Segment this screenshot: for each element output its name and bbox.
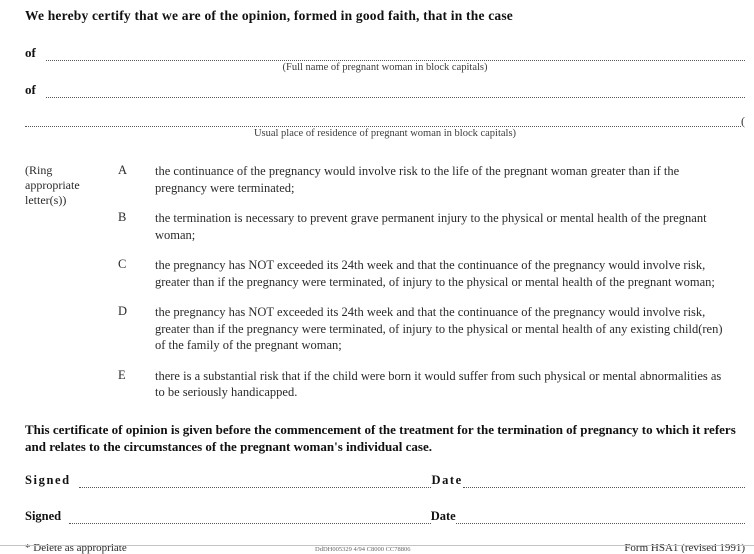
clause-c-text: the pregnancy has NOT exceeded its 24th week and that the continuance of the pregnancy would involve risk, greater than if the pregnancy were terminated, of injury to the physical or mental health of the pregnant woman; <box>155 258 715 289</box>
clause-c <box>118 257 745 290</box>
signature-fill-line[interactable] <box>69 509 431 524</box>
residence-field-caption: Usual place of residence of pregnant woman in block capitals) <box>253 128 517 139</box>
signed-label: Signed <box>25 508 62 523</box>
residence-fill-line[interactable] <box>25 112 741 127</box>
clause-c-letter[interactable]: C <box>118 257 127 271</box>
ring-note-line: appropriate <box>25 178 80 192</box>
clause-e <box>118 368 745 401</box>
clause-b-letter[interactable]: B <box>118 210 127 224</box>
ring-note-line: (Ring <box>25 163 53 177</box>
signature-fill-line[interactable] <box>79 473 432 488</box>
print-code: DdDH005329 4/94 C8000 CC78806 <box>315 545 411 553</box>
ring-note-line: letter(s)) <box>25 193 67 207</box>
date-fill-line[interactable] <box>463 473 745 488</box>
name-field-row <box>25 45 745 61</box>
clauses-section <box>25 163 745 401</box>
clause-d-letter[interactable]: D <box>118 304 128 318</box>
name-field-label: of <box>25 45 36 60</box>
clause-b <box>118 210 745 243</box>
name-field-caption: (Full name of pregnant woman in block capitals) <box>282 62 488 73</box>
residence-field-row <box>25 112 745 127</box>
signature-row-2 <box>25 509 745 524</box>
date-fill-line[interactable] <box>456 509 745 524</box>
signed-label: Signed <box>25 472 71 487</box>
signature-row-1 <box>25 473 745 488</box>
date-label: Date <box>431 472 463 487</box>
clause-e-letter[interactable]: E <box>118 367 126 382</box>
clause-e-text: there is a substantial risk that if the child were born it would suffer from such physical or mental abnormalities as to be seriously handicapped. <box>155 368 722 399</box>
residence-paren-suffix: ( <box>741 114 745 128</box>
closing-statement: This certificate of opinion is given before the commencement of the treatment for the termination of pregnancy to which it refers and relates to the circumstances of the pregnant woman's individual case. <box>25 421 736 454</box>
clause-a <box>118 163 745 196</box>
clause-list <box>118 163 745 401</box>
clause-a-text: the continuance of the pregnancy would involve risk to the life of the pregnant woman greater than if the pregnancy were terminated; <box>155 164 680 195</box>
certify-heading: We hereby certify that we are of the opinion, formed in good faith, that in the case <box>25 8 514 23</box>
second-field-row <box>25 82 745 98</box>
clause-d-text: the pregnancy has NOT exceeded its 24th week and that the continuance of the pregnancy would involve risk, greater than if the pregnancy were terminated, of injury to the physical or mental health of any existing child(ren) of the family of the pregnant woman; <box>155 305 723 352</box>
bottom-rule <box>0 545 754 546</box>
delete-note: * Delete as appropriate <box>25 541 127 554</box>
form-reference: Form HSA1 (revised 1991) <box>624 541 745 554</box>
name-fill-line[interactable] <box>46 46 745 61</box>
clause-d <box>118 304 745 354</box>
clause-b-text: the termination is necessary to prevent grave permanent injury to the physical or mental health of the pregnant woman; <box>155 211 707 242</box>
form-footer <box>25 542 745 554</box>
second-field-label: of <box>25 82 36 97</box>
clause-a-letter[interactable]: A <box>118 163 128 177</box>
date-label: Date <box>430 508 456 523</box>
ring-note <box>25 163 118 401</box>
second-fill-line[interactable] <box>46 83 745 98</box>
